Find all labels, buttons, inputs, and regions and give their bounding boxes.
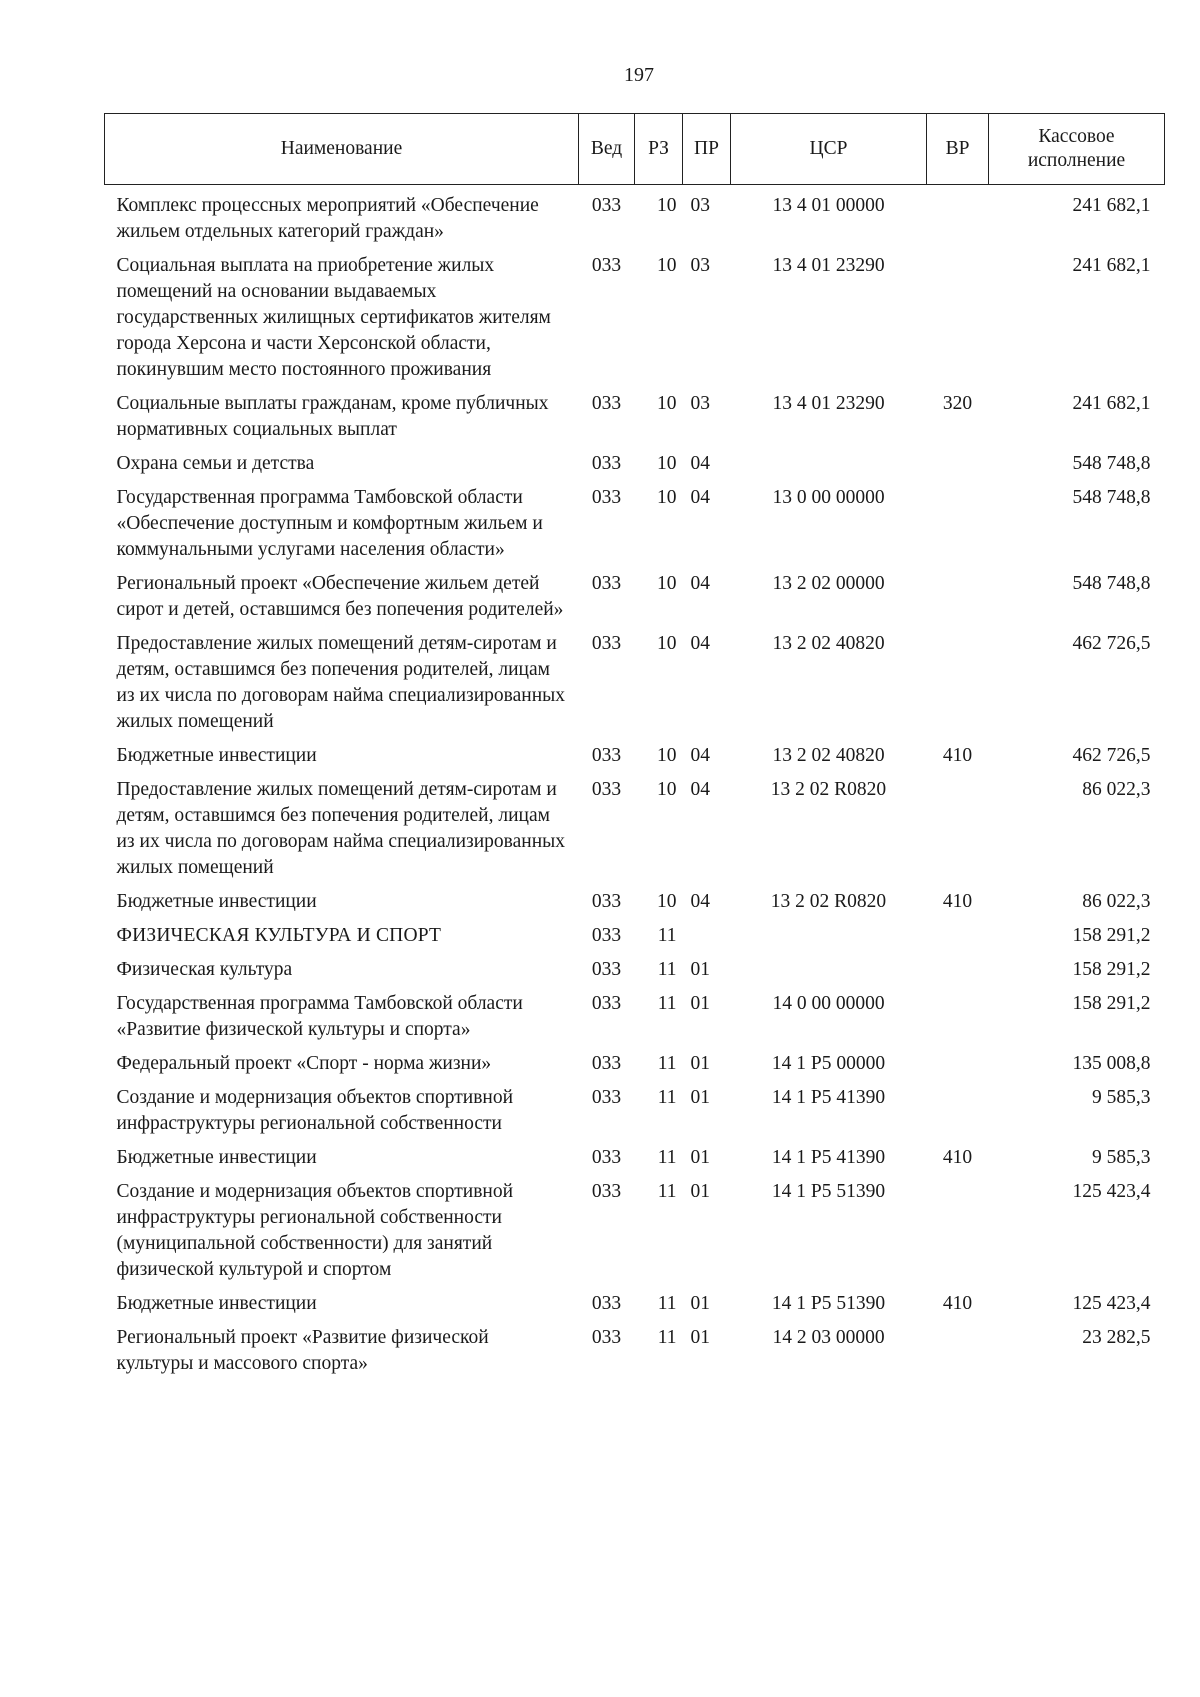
cell-csr — [731, 451, 927, 485]
cell-rz: 11 — [657, 1327, 677, 1348]
cell-name: Предоставление жилых помещений детям-сиротам и детям, оставшимся без попечения родителей, лицам из их числа по договорам найма специализированных жилых помещений — [116, 633, 566, 732]
cell-rz: 11 — [657, 993, 677, 1014]
cell-csr: 13 2 02 R0820 — [770, 779, 887, 800]
cell-ved: 033 — [591, 745, 622, 766]
budget-table — [104, 113, 1165, 1385]
header-name: Наименование — [105, 114, 579, 185]
cell-rz: 10 — [657, 195, 677, 216]
cell-vr — [927, 253, 989, 391]
table-row — [105, 1291, 1165, 1325]
table-row — [105, 185, 1165, 254]
table-header — [105, 114, 1165, 185]
cell-ved: 033 — [591, 393, 622, 414]
cell-vr: 410 — [942, 1147, 973, 1168]
cell-ved: 033 — [591, 1181, 622, 1202]
cell-rz: 10 — [657, 573, 677, 594]
table-row — [105, 253, 1165, 391]
cell-rz: 11 — [657, 1087, 677, 1108]
cell-pr: 03 — [690, 195, 710, 216]
header-vr: ВР — [927, 114, 989, 185]
cell-ved: 033 — [591, 779, 622, 800]
cell-name: Бюджетные инвестиции — [116, 745, 317, 766]
cell-name: Комплекс процессных мероприятий «Обеспечение жильем отдельных категорий граждан» — [116, 195, 539, 242]
cell-name: Социальные выплаты гражданам, кроме публичных нормативных социальных выплат — [116, 393, 549, 440]
cell-vr — [927, 451, 989, 485]
cell-vr: 410 — [942, 891, 973, 912]
cell-csr: 14 1 P5 00000 — [771, 1053, 886, 1074]
cell-pr: 01 — [690, 1147, 710, 1168]
cell-sum: 135 008,8 — [1072, 1053, 1151, 1074]
cell-ved: 033 — [591, 487, 622, 508]
cell-sum: 125 423,4 — [1072, 1293, 1151, 1314]
page-number: 197 — [624, 64, 654, 86]
cell-csr: 13 4 01 00000 — [772, 195, 885, 216]
table-row — [105, 1145, 1165, 1179]
cell-sum: 241 682,1 — [1072, 195, 1151, 216]
cell-csr: 13 2 02 40820 — [772, 633, 885, 654]
cell-csr: 13 2 02 00000 — [772, 573, 885, 594]
cell-pr: 01 — [690, 1181, 710, 1202]
table-row — [105, 889, 1165, 923]
cell-pr: 04 — [690, 487, 710, 508]
cell-ved: 033 — [591, 1087, 622, 1108]
cell-csr: 14 1 P5 41390 — [771, 1147, 886, 1168]
cell-name: Физическая культура — [116, 959, 293, 980]
table-row — [105, 631, 1165, 743]
cell-ved: 033 — [591, 633, 622, 654]
cell-ved: 033 — [591, 959, 622, 980]
table-body — [105, 185, 1165, 1386]
header-csr: ЦСР — [731, 114, 927, 185]
table-row — [105, 923, 1165, 957]
table-row — [105, 777, 1165, 889]
cell-sum: 9 585,3 — [1092, 1087, 1151, 1108]
cell-csr: 13 2 02 R0820 — [770, 891, 887, 912]
cell-rz: 11 — [657, 1053, 677, 1074]
table-row — [105, 391, 1165, 451]
cell-pr: 01 — [690, 1087, 710, 1108]
cell-sum: 158 291,2 — [1072, 925, 1151, 946]
cell-sum: 548 748,8 — [1072, 573, 1151, 594]
cell-ved: 033 — [591, 195, 622, 216]
cell-sum: 462 726,5 — [1072, 745, 1151, 766]
cell-name: Создание и модернизация объектов спортивной инфраструктуры региональной собственности — [116, 1087, 514, 1134]
cell-rz: 11 — [657, 1293, 677, 1314]
cell-sum: 23 282,5 — [1082, 1327, 1151, 1348]
cell-rz: 11 — [657, 925, 677, 946]
cell-csr: 14 1 P5 51390 — [771, 1181, 886, 1202]
cell-rz: 10 — [657, 393, 677, 414]
cell-pr: 04 — [690, 453, 710, 474]
cell-ved: 033 — [591, 1053, 622, 1074]
cell-vr: 410 — [942, 1293, 973, 1314]
cell-ved: 033 — [591, 1147, 622, 1168]
cell-pr — [683, 923, 731, 957]
cell-vr: 320 — [942, 393, 973, 414]
cell-vr — [927, 777, 989, 889]
cell-sum: 9 585,3 — [1092, 1147, 1151, 1168]
cell-rz: 10 — [657, 779, 677, 800]
cell-csr: 14 1 P5 51390 — [771, 1293, 886, 1314]
cell-csr: 13 4 01 23290 — [772, 255, 885, 276]
table-row — [105, 743, 1165, 777]
cell-sum: 548 748,8 — [1072, 453, 1151, 474]
cell-csr: 14 2 03 00000 — [772, 1327, 885, 1348]
cell-ved: 033 — [591, 1327, 622, 1348]
cell-pr: 04 — [690, 779, 710, 800]
table-row — [105, 1085, 1165, 1145]
cell-pr: 04 — [690, 891, 710, 912]
header-ved: Вед — [579, 114, 635, 185]
cell-vr — [927, 957, 989, 991]
cell-rz: 10 — [657, 453, 677, 474]
cell-sum: 158 291,2 — [1072, 959, 1151, 980]
cell-sum: 125 423,4 — [1072, 1181, 1151, 1202]
cell-pr: 03 — [690, 393, 710, 414]
cell-name: Региональный проект «Обеспечение жильем детей сирот и детей, оставшимся без попечения родителей» — [116, 573, 564, 620]
cell-vr — [927, 571, 989, 631]
cell-name: Создание и модернизация объектов спортивной инфраструктуры региональной собственности (муниципальной собственности) для занятий физической культурой и спортом — [116, 1181, 514, 1280]
cell-name: Региональный проект «Развитие физической культуры и массового спорта» — [116, 1327, 489, 1374]
cell-name: Государственная программа Тамбовской области «Обеспечение доступным и комфортным жильем и коммунальными услугами населения области» — [116, 487, 543, 560]
cell-sum: 86 022,3 — [1082, 891, 1151, 912]
cell-vr — [927, 485, 989, 571]
cell-rz: 11 — [657, 959, 677, 980]
header-sum: Кассовое исполнение — [989, 114, 1165, 185]
cell-pr: 04 — [690, 633, 710, 654]
table-row — [105, 957, 1165, 991]
cell-pr: 01 — [690, 993, 710, 1014]
cell-rz: 10 — [657, 633, 677, 654]
cell-name: ФИЗИЧЕСКАЯ КУЛЬТУРА И СПОРТ — [116, 925, 442, 946]
cell-pr: 01 — [690, 959, 710, 980]
cell-ved: 033 — [591, 925, 622, 946]
table-row — [105, 1051, 1165, 1085]
cell-rz: 11 — [657, 1181, 677, 1202]
cell-pr: 01 — [690, 1293, 710, 1314]
cell-sum: 548 748,8 — [1072, 487, 1151, 508]
cell-name: Предоставление жилых помещений детям-сиротам и детям, оставшимся без попечения родителей, лицам из их числа по договорам найма специализированных жилых помещений — [116, 779, 566, 878]
cell-csr — [731, 957, 927, 991]
table-row — [105, 1325, 1165, 1385]
cell-ved: 033 — [591, 891, 622, 912]
cell-vr: 410 — [942, 745, 973, 766]
cell-rz: 11 — [657, 1147, 677, 1168]
table-row — [105, 1179, 1165, 1291]
cell-vr — [927, 1179, 989, 1291]
cell-ved: 033 — [591, 993, 622, 1014]
cell-name: Охрана семьи и детства — [116, 453, 315, 474]
cell-pr: 01 — [690, 1053, 710, 1074]
table-row — [105, 451, 1165, 485]
cell-csr: 13 2 02 40820 — [772, 745, 885, 766]
cell-name: Государственная программа Тамбовской области «Развитие физической культуры и спорта» — [116, 993, 523, 1040]
cell-sum: 241 682,1 — [1072, 393, 1151, 414]
cell-csr: 14 1 P5 41390 — [771, 1087, 886, 1108]
cell-csr: 13 4 01 23290 — [772, 393, 885, 414]
table-row — [105, 485, 1165, 571]
cell-name: Бюджетные инвестиции — [116, 891, 317, 912]
cell-csr: 14 0 00 00000 — [772, 993, 885, 1014]
cell-vr — [927, 991, 989, 1051]
cell-csr: 13 0 00 00000 — [772, 487, 885, 508]
table-row — [105, 571, 1165, 631]
cell-sum: 241 682,1 — [1072, 255, 1151, 276]
cell-sum: 86 022,3 — [1082, 779, 1151, 800]
cell-sum: 462 726,5 — [1072, 633, 1151, 654]
cell-vr — [927, 1325, 989, 1385]
cell-rz: 10 — [657, 487, 677, 508]
cell-ved: 033 — [591, 1293, 622, 1314]
cell-ved: 033 — [591, 255, 622, 276]
cell-pr: 03 — [690, 255, 710, 276]
cell-vr — [927, 631, 989, 743]
cell-name: Федеральный проект «Спорт - норма жизни» — [116, 1053, 492, 1074]
table-row — [105, 991, 1165, 1051]
cell-vr — [927, 1085, 989, 1145]
cell-name: Социальная выплата на приобретение жилых помещений на основании выдаваемых государственных жилищных сертификатов жителям города Херсона и части Херсонской области, покинувшим место постоянного проживания — [116, 255, 551, 380]
cell-pr: 01 — [690, 1327, 710, 1348]
cell-vr — [927, 185, 989, 254]
cell-pr: 04 — [690, 573, 710, 594]
cell-ved: 033 — [591, 573, 622, 594]
cell-csr — [731, 923, 927, 957]
cell-vr — [927, 923, 989, 957]
cell-rz: 10 — [657, 891, 677, 912]
cell-name: Бюджетные инвестиции — [116, 1293, 317, 1314]
cell-name: Бюджетные инвестиции — [116, 1147, 317, 1168]
header-rz: РЗ — [635, 114, 683, 185]
cell-rz: 10 — [657, 745, 677, 766]
cell-pr: 04 — [690, 745, 710, 766]
cell-rz: 10 — [657, 255, 677, 276]
cell-ved: 033 — [591, 453, 622, 474]
header-pr: ПР — [683, 114, 731, 185]
cell-sum: 158 291,2 — [1072, 993, 1151, 1014]
cell-vr — [927, 1051, 989, 1085]
